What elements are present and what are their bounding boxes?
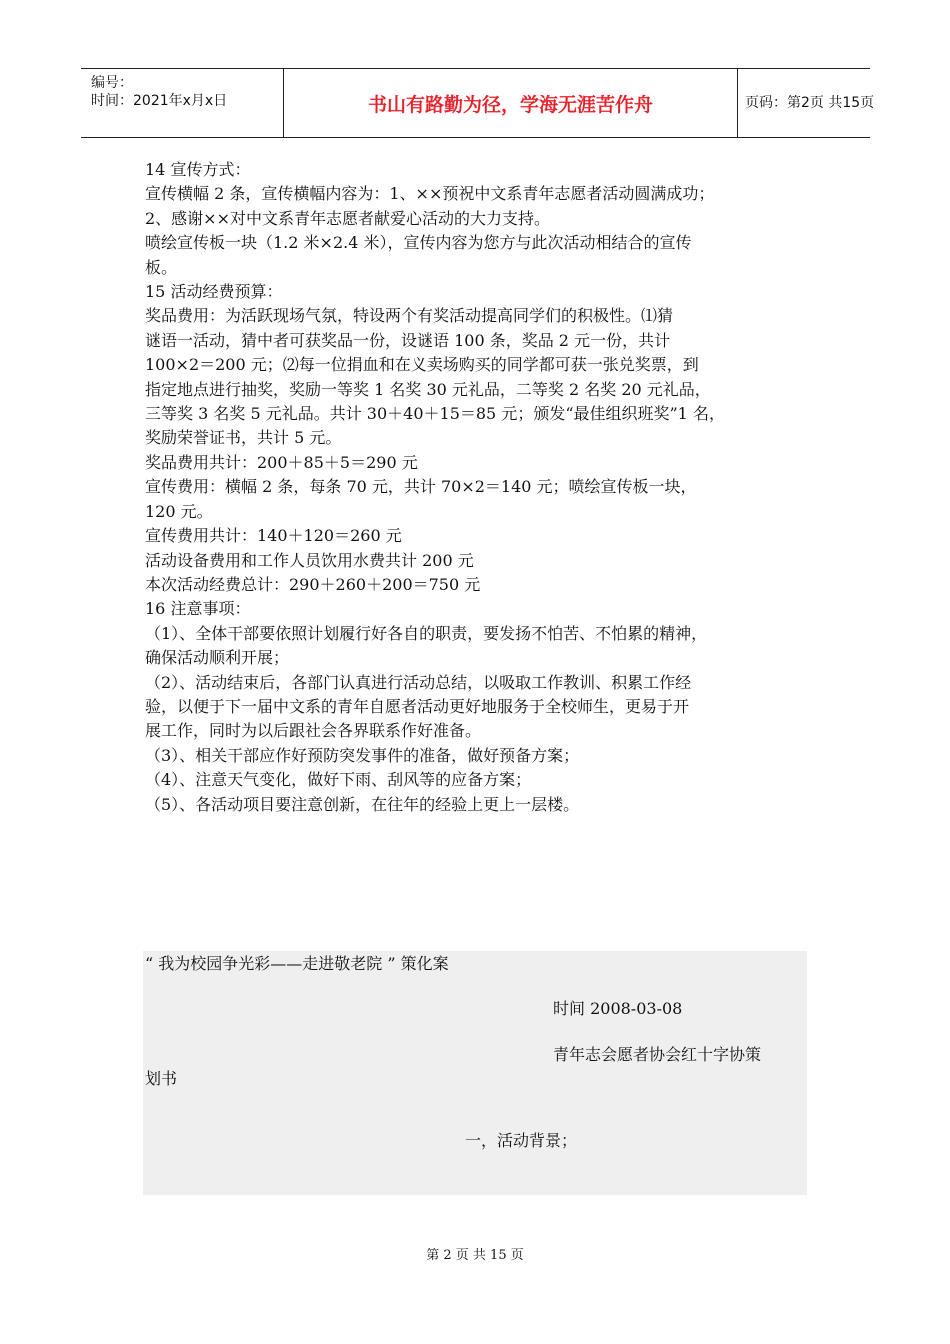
page-footer: 第 2 页 共 15 页 [426,1248,524,1263]
body-line: 宣传费用：横幅 2 条，每条 70 元，共计 70×2＝140 元；喷绘宣传板一块， [145,477,697,497]
body-line: 活动设备费用和工作人员饮用水费共计 200 元 [145,550,474,570]
body-line: 14 宣传方式： [145,160,251,179]
body-line: （3）、相关干部应作好预防突发事件的准备，做好预备方案； [145,745,580,765]
body-line: 本次活动经费总计：290＋260＋200＝750 元 [145,574,481,594]
body-line: （1）、全体干部要依照计划履行好各自的职责，要发扬不怕苦、不怕累的精神， [145,623,708,643]
plan-org-line2: 划书 [145,1069,178,1088]
body-line: 板。 [145,257,178,277]
body-line: 16 注意事项： [145,599,251,619]
body-line: 展工作，同时为以后跟社会各界联系作好准备。 [145,721,482,741]
body-line: 奖励荣誉证书，共计 5 元。 [145,428,342,448]
number-label: 编号： [91,75,133,91]
plan-section [143,951,807,1195]
page-info: 页码：第2页 共15页 [745,95,875,111]
body-line: 喷绘宣传板一块（1.2 米×2.4 米），宣传内容为您方与此次活动相结合的宣传 [145,233,692,253]
plan-title: “ 我为校园争光彩——走进敬老院 ” 策化案 [145,954,449,973]
section-heading: 一，活动背景； [465,1131,578,1150]
plan-org-line1: 青年志会愿者协会红十字协策 [553,1045,762,1064]
body-line: （4）、注意天气变化，做好下雨、刮风等的应备方案； [145,770,532,790]
body-line: 120 元。 [145,501,213,521]
body-line: 谜语一活动，猜中者可获奖品一份，设谜语 100 条，奖品 2 元一份，共计 [145,330,671,350]
header-left-cell [81,69,283,137]
body-line: 15 活动经费预算： [145,282,283,302]
body-line: 宣传横幅 2 条，宣传横幅内容为：1、××预祝中文系青年志愿者活动圆满成功； [145,184,715,204]
body-line: 奖品费用共计：200＋85＋5＝290 元 [145,452,418,472]
body-line: 确保活动顺利开展； [145,648,290,668]
page-header [81,68,875,138]
body-line: 宣传费用共计：140＋120＝260 元 [145,526,402,546]
body-line: 100×2＝200 元；⑵每一位捐血和在义卖场购买的同学都可获一张兑奖票，到 [145,355,699,375]
body-text [145,158,825,817]
body-line: 奖品费用：为活跃现场气氛，特设两个有奖活动提高同学们的积极性。⑴猜 [145,306,674,326]
header-right-cell [737,69,875,137]
body-line: （2）、活动结束后，各部门认真进行活动总结，以吸取工作教训、积累工作经 [145,672,692,692]
header-middle-cell [283,69,738,137]
time-label: 时间：2021年x月x日 [91,93,228,109]
motto: 书山有路勤为径，学海无涯苦作舟 [367,94,653,116]
body-line: 三等奖 3 名奖 5 元礼品。共计 30＋40＋15＝85 元；颁发“最佳组织班奖”1 名， [145,404,725,424]
body-line: 指定地点进行抽奖，奖励一等奖 1 名奖 30 元礼品，二等奖 2 名奖 20 元礼品， [145,379,711,399]
plan-date: 时间 2008-03-08 [553,999,683,1018]
body-line: 验，以便于下一届中文系的青年自愿者活动更好地服务于全校师生，更易于开 [145,696,690,716]
body-line: （5）、各活动项目要注意创新，在往年的经验上更上一层楼。 [145,794,580,814]
body-line: 2、感谢××对中文系青年志愿者献爱心活动的大力支持。 [145,208,550,228]
